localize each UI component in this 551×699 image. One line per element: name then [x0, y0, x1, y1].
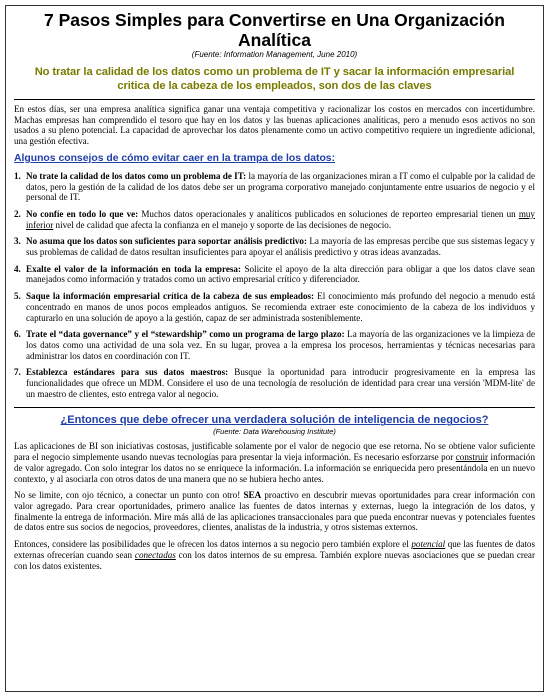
title-source: (Fuente: Information Management, June 2010)	[191, 50, 358, 59]
tip-text: El conocimiento más profundo del negocio a menudo está concentrado en manos de unos pocos empleados antiguos. Se recomienda extraer este conocimiento de la cabeza de los individuos y capturarlo en una solución de apoyo a la gestión, capaz de ser administrada sosteniblemente.	[26, 291, 535, 323]
tip-underlined-text: muy inferior	[26, 208, 535, 230]
tip-item-2	[14, 209, 535, 230]
para-text: con los datos internos de su empresa. También explore nuevas asociaciones que se puedan crear con los datos existentes.	[14, 549, 535, 571]
para-text: que las fuentes de datos externas ofrecerían cuando sean	[14, 539, 535, 560]
tip-number: 1.	[14, 170, 21, 181]
tip-text: Solicite el apoyo de la alta dirección para obligar a que los datos clave sean manejados como información y tratados como un activo empresarial crítico y diferenciador.	[26, 263, 535, 285]
intro-paragraph: En estos días, ser una empresa analítica significa ganar una ventaja competitiva y racionalizar los costos en mercados con incertidumbre. Machas empresas han comprendido el tesoro que hay en los datos y las buenas aplicaciones analíticas, pero a menudo esos activos no son usados a su pleno potencial. La capacidad de aprovechar los datos plenamente como un activo competitivo requiere un ingrediente adicional, una gestión efectiva.	[14, 104, 535, 147]
tip-text: nivel de calidad que afecta la confianza en el manejo y soporte de las decisiones de negocio.	[53, 219, 392, 230]
tip-text: La mayoría de las organizaciones ve la limpieza de los datos como una actividad de una sola vez. En su lugar, provea a la empresa los procesos, herramientas y técnicas necesarias para administrar los datos en coordinación con IT.	[26, 329, 535, 361]
tip-lead: No trate la calidad de los datos como un problema de IT:	[26, 170, 247, 181]
tip-item-3	[14, 236, 535, 257]
tip-lead: Trate el “data governance” y el “stewardship” como un programa de largo plazo:	[26, 329, 345, 340]
tip-text: Muchos datos operacionales y analíticos publicados en soluciones de reporteo empresarial tienen un	[138, 208, 519, 219]
tip-number: 7.	[14, 367, 21, 378]
tip-item-1	[14, 171, 535, 203]
italic-underlined-text: potencial	[411, 539, 446, 550]
underlined-text: construir	[455, 452, 489, 463]
bi-heading: ¿Entonces que debe ofrecer una verdadera solución de inteligencia de negocios?	[60, 414, 489, 427]
tip-text: la mayoría de las organizaciones miran a IT como el culpable por la calidad de datos, pero la gestión de la calidad de los datos debe ser un programa corporativo manejado conjuntamente entre usuarios de negocio y el personal de IT.	[26, 170, 535, 203]
tip-number: 6.	[14, 329, 21, 340]
section-divider	[14, 407, 535, 408]
document-subtitle: No tratar la calidad de los datos como un problema de IT y sacar la información empresarial critica de la cabeza de los empleados, son dos de las claves	[34, 66, 515, 92]
document-page	[5, 5, 544, 692]
para-text: Las aplicaciones de BI son iniciativas costosas, justificable solamente por el valor de negocio que ese retorna. No se obtiene valor suficiente para el negocio simplemente usando nuevas tecnologías para presentar la vieja información. Es necesario esforzarse por	[14, 441, 535, 463]
tip-lead: Exalte el valor de la información en toda la empresa:	[26, 263, 241, 274]
bi-paragraph-1	[14, 441, 535, 484]
tip-item-4	[14, 264, 535, 285]
tips-heading: Algunos consejos de cómo evitar caer en la trampa de los datos:	[14, 152, 336, 164]
tip-item-5	[14, 291, 535, 323]
subtitle-divider	[14, 99, 535, 100]
bi-paragraph-2	[14, 490, 535, 533]
italic-underlined-text: conectadas	[134, 549, 176, 560]
tip-number: 5.	[14, 291, 21, 302]
tip-lead: Saque la información empresarial crítica de la cabeza de sus empleados:	[26, 291, 315, 302]
bi-source: (Fuente: Data Warehousing Institute)	[213, 427, 336, 437]
tip-lead: Establezca estándares para sus datos maestros:	[26, 367, 229, 378]
document-title: 7 Pasos Simples para Convertirse en Una Organización Analítica	[44, 10, 505, 50]
tip-text: La mayoría de las empresas percibe que sus sistemas legacy y sus problemas de calidad de datos resultan insuficientes para apoyar el análisis predictivo y otras ideas avanzadas.	[26, 236, 535, 258]
tips-list	[14, 171, 535, 400]
para-text: proactivo en descubrir nuevas oportunidades para crear información con valor agregado. Para crear oportunidades, primero analice las fuentes de datos internas y externas, luego la integración de los datos, y finalmente la entrega de información. Mire más allá de las aplicaciones transaccionales para que pueda encontrar nuevas y potenciales fuentes de datos entre sus socios de negocios, proveedores, clientes, analistas de la industria, y otros sistemas externos.	[14, 490, 535, 533]
tip-number: 4.	[14, 263, 21, 274]
bi-paragraph-3	[14, 539, 535, 571]
para-text: Entonces, considere las posibilidades que le ofrecen los datos internos a su negocio pero también explore el	[14, 539, 412, 550]
bold-text: SEA	[243, 490, 262, 501]
tip-lead: No confíe en todo lo que ve:	[26, 208, 139, 219]
para-text: información de valor agregado. Con solo integrar los datos no se enriquece la información. La información se enriquecida pero presentándola en un nuevo contexto, y al asociarla con otros datos de una manera que no se hubiera hecho antes.	[14, 452, 535, 484]
tip-number: 3.	[14, 236, 21, 247]
para-text: No se limite, con ojo técnico, a conectar un punto con otro!	[14, 490, 244, 501]
tip-number: 2.	[14, 208, 21, 219]
tip-lead: No asuma que los datos son suficientes para soportar análisis predictivo:	[26, 236, 307, 247]
tip-item-7	[14, 367, 535, 399]
tip-item-6	[14, 329, 535, 361]
tip-text: Busque la oportunidad para introducir progresivamente en la empresa las funcionalidades que ofrece un MDM. Considere el uso de una tecnología de resolución de identidad para crear una versión 'MDM-lite' de un maestro de clientes, esto entrega valor al negocio.	[26, 367, 535, 399]
